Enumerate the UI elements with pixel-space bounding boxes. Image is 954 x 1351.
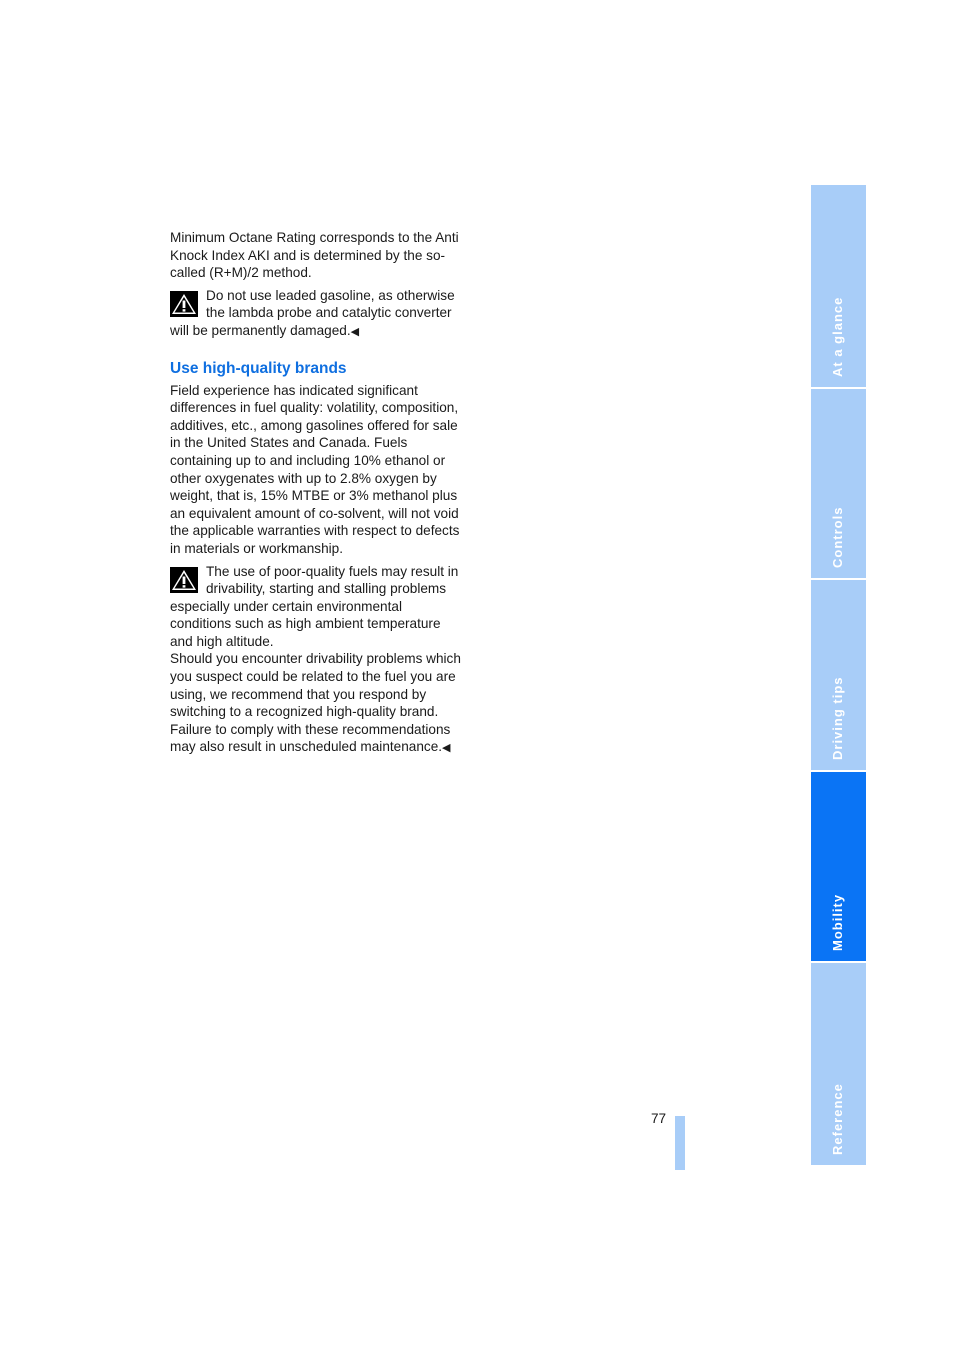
side-tab-controls[interactable] bbox=[811, 389, 866, 578]
paragraph-field-experience: Field experience has indicated significant differences in fuel quality: volatility, composition, additives, etc., among gasolines offered for sale in the United States and Canada. Fuels containing up to and including 10% ethanol or other oxygenates with up to 2.8% oxygen by weight, that is, 15% MTBE or 3% methanol plus an equivalent amount of co-solvent, will not void the applicable warranties with respect to defects in materials or workmanship. bbox=[170, 382, 460, 556]
warning-poor-fuel bbox=[170, 563, 466, 759]
side-tab-driving-tips[interactable] bbox=[811, 580, 866, 770]
end-mark: ◀ bbox=[442, 742, 451, 755]
side-tab-label: Mobility bbox=[829, 893, 845, 951]
warning-poor-fuel-text-a: The use of poor-quality fuels may result in drivability, starting and stalling problems especially under certain environmental conditions such as high ambient temperature and high altitude. bbox=[170, 563, 459, 649]
paragraph-octane: Minimum Octane Rating corresponds to the Anti Knock Index AKI and is determined by the so-called (R+M)/2 method. bbox=[170, 230, 459, 281]
page-number-bar bbox=[675, 1116, 685, 1170]
page-number: 77 bbox=[651, 1111, 667, 1126]
side-tab-reference[interactable] bbox=[811, 963, 866, 1165]
side-tab-label: Driving tips bbox=[829, 676, 845, 760]
warning-leaded-text: Do not use leaded gasoline, as otherwise the lambda probe and catalytic converter will be permanently damaged. bbox=[170, 287, 455, 338]
side-tab-mobility[interactable] bbox=[811, 772, 866, 961]
side-tab-label: At a glance bbox=[829, 296, 845, 377]
side-tab-label: Controls bbox=[829, 506, 845, 568]
warning-poor-fuel-text-b: Should you encounter drivability problems which you suspect could be related to the fuel you are using, we recommend that you respond by switching to a recognized high-quality brand. bbox=[170, 651, 461, 720]
warning-triangle-icon bbox=[170, 291, 198, 317]
side-tab-at-a-glance[interactable] bbox=[811, 185, 866, 387]
warning-leaded bbox=[170, 287, 466, 342]
warning-triangle-icon bbox=[170, 567, 198, 593]
warning-poor-fuel-text-c: Failure to comply with these recommendations may also result in unscheduled maintenance. bbox=[170, 721, 451, 755]
end-mark: ◀ bbox=[350, 325, 360, 338]
section-title: Use high-quality brands bbox=[170, 359, 347, 377]
side-tab-label: Reference bbox=[829, 1083, 845, 1155]
main-column bbox=[170, 229, 466, 758]
